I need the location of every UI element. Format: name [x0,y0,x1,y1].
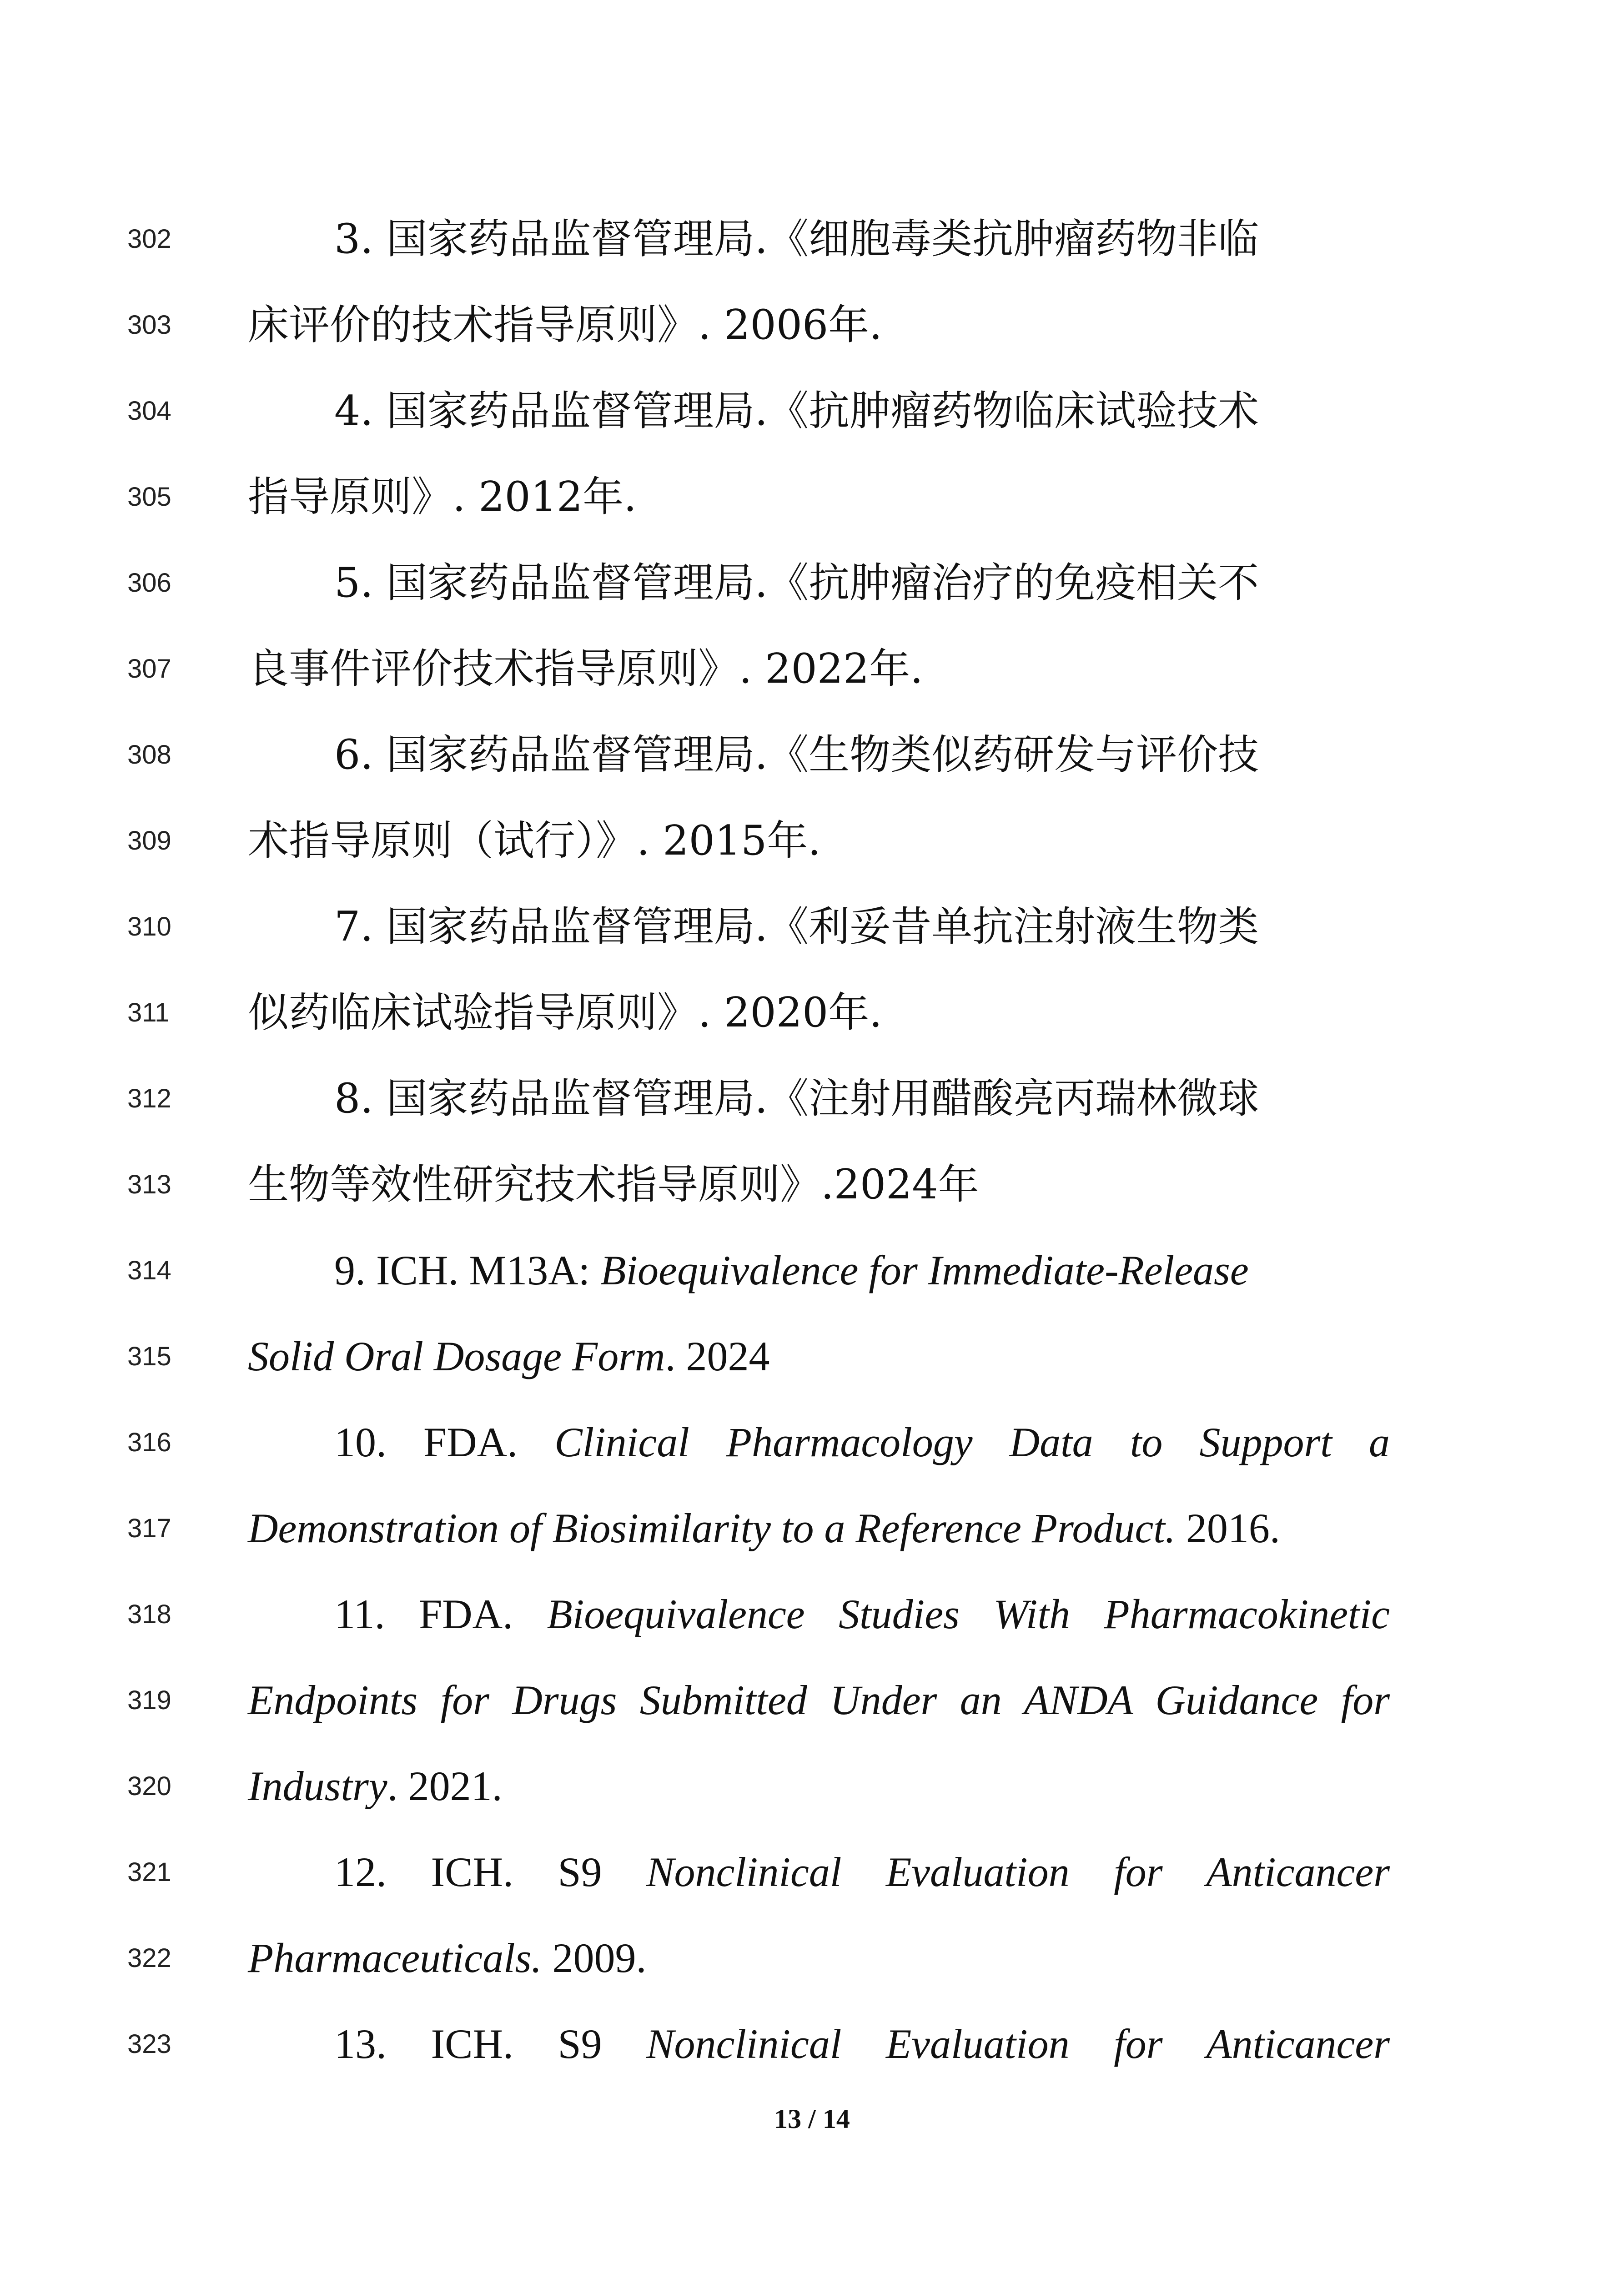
reference-line [0,368,1624,454]
line-number: 311 [127,998,170,1027]
line-number: 302 [127,224,171,254]
reference-line [0,196,1624,282]
line-number: 312 [127,1084,171,1113]
line-number: 306 [127,568,171,598]
reference-text: 指导原则》. 2012年. [248,473,637,521]
reference-text: 6. 国家药品监督管理局.《生物类似药研发与评价技 [334,731,1259,779]
reference-line [0,1915,1624,2001]
reference-line [0,540,1624,626]
reference-text [334,1571,1390,1657]
reference-title: Bioequivalence Studies With Pharmacokinetic [547,1591,1390,1637]
reference-line [0,626,1624,712]
line-number: 314 [127,1256,171,1285]
reference-line [0,1399,1624,1485]
reference-line [0,798,1624,884]
reference-title: Clinical Pharmacology Data to Support a [554,1419,1390,1465]
reference-title: Solid Oral Dosage Form [248,1333,665,1379]
reference-text: 床评价的技术指导原则》. 2006年. [248,301,882,349]
reference-text [248,1313,769,1399]
reference-text: 术指导原则（试行）》. 2015年. [248,817,821,865]
reference-year: 2009. [542,1935,647,1981]
line-number: 323 [127,2029,171,2059]
reference-year: . 2024 [665,1333,770,1379]
reference-line [0,970,1624,1056]
reference-line [0,1313,1624,1399]
reference-line [0,884,1624,970]
reference-text: Endpoints for Drugs Submitted Under an ANDA Guidance for [248,1677,1390,1723]
line-number: 303 [127,310,171,340]
reference-text [248,1915,646,2001]
reference-source: 10. FDA. [334,1419,555,1465]
reference-text: 生物等效性研究技术指导原则》.2024年 [248,1161,979,1208]
reference-source: 11. FDA. [334,1591,547,1637]
line-number: 310 [127,912,171,941]
reference-text [334,1399,1390,1485]
reference-line [0,1485,1624,1571]
line-number: 318 [127,1600,171,1629]
reference-source: 13. ICH. S9 [334,2021,647,2067]
line-number: 308 [127,740,171,770]
line-number: 304 [127,396,171,426]
reference-text: 5. 国家药品监督管理局.《抗肿瘤治疗的免疫相关不 [334,559,1259,607]
line-number: 322 [127,1943,171,1973]
reference-text [334,2001,1390,2087]
reference-text: 7. 国家药品监督管理局.《利妥昔单抗注射液生物类 [334,903,1259,951]
reference-title: Nonclinical Evaluation for Anticancer [646,2021,1390,2067]
reference-text: 4. 国家药品监督管理局.《抗肿瘤药物临床试验技术 [334,387,1259,435]
line-number: 307 [127,654,171,684]
reference-text [334,1829,1390,1915]
reference-text: 8. 国家药品监督管理局.《注射用醋酸亮丙瑞林微球 [334,1075,1259,1122]
reference-title: Industry [248,1763,387,1809]
reference-title: Pharmaceuticals. [248,1935,542,1981]
reference-line [0,282,1624,368]
line-number: 320 [127,1771,171,1801]
reference-line [0,712,1624,798]
reference-title: Nonclinical Evaluation for Anticancer [646,1849,1390,1895]
reference-year: 2016. [1175,1505,1280,1551]
reference-line [0,1829,1624,1915]
reference-line [0,1571,1624,1657]
reference-line [0,1743,1624,1829]
reference-text [248,1485,1280,1571]
reference-text [248,1743,503,1829]
reference-text: 3. 国家药品监督管理局.《细胞毒类抗肿瘤药物非临 [334,215,1259,263]
reference-source: 12. ICH. S9 [334,1849,647,1895]
reference-source: 9. ICH. M13A: [334,1247,601,1293]
reference-line [0,2001,1624,2087]
page-number: 13 / 14 [774,2104,850,2134]
line-number: 305 [127,482,171,512]
reference-line [0,1056,1624,1142]
reference-line [0,1228,1624,1313]
reference-title: Demonstration of Biosimilarity to a Reference Product. [248,1505,1176,1551]
reference-text: 良事件评价技术指导原则》. 2022年. [248,645,923,693]
line-number: 317 [127,1514,171,1543]
line-number: 316 [127,1428,171,1457]
line-number: 319 [127,1685,171,1715]
reference-line [0,1142,1624,1228]
reference-text [334,1228,1249,1313]
reference-title: Bioequivalence for Immediate-Release [600,1247,1249,1293]
line-number: 321 [127,1857,171,1887]
reference-line [0,1657,1624,1743]
reference-year: . 2021. [387,1763,503,1809]
line-number: 313 [127,1170,171,1199]
line-number: 309 [127,826,171,855]
reference-text: 似药临床试验指导原则》. 2020年. [248,989,882,1036]
reference-line [0,454,1624,540]
line-number: 315 [127,1342,171,1371]
